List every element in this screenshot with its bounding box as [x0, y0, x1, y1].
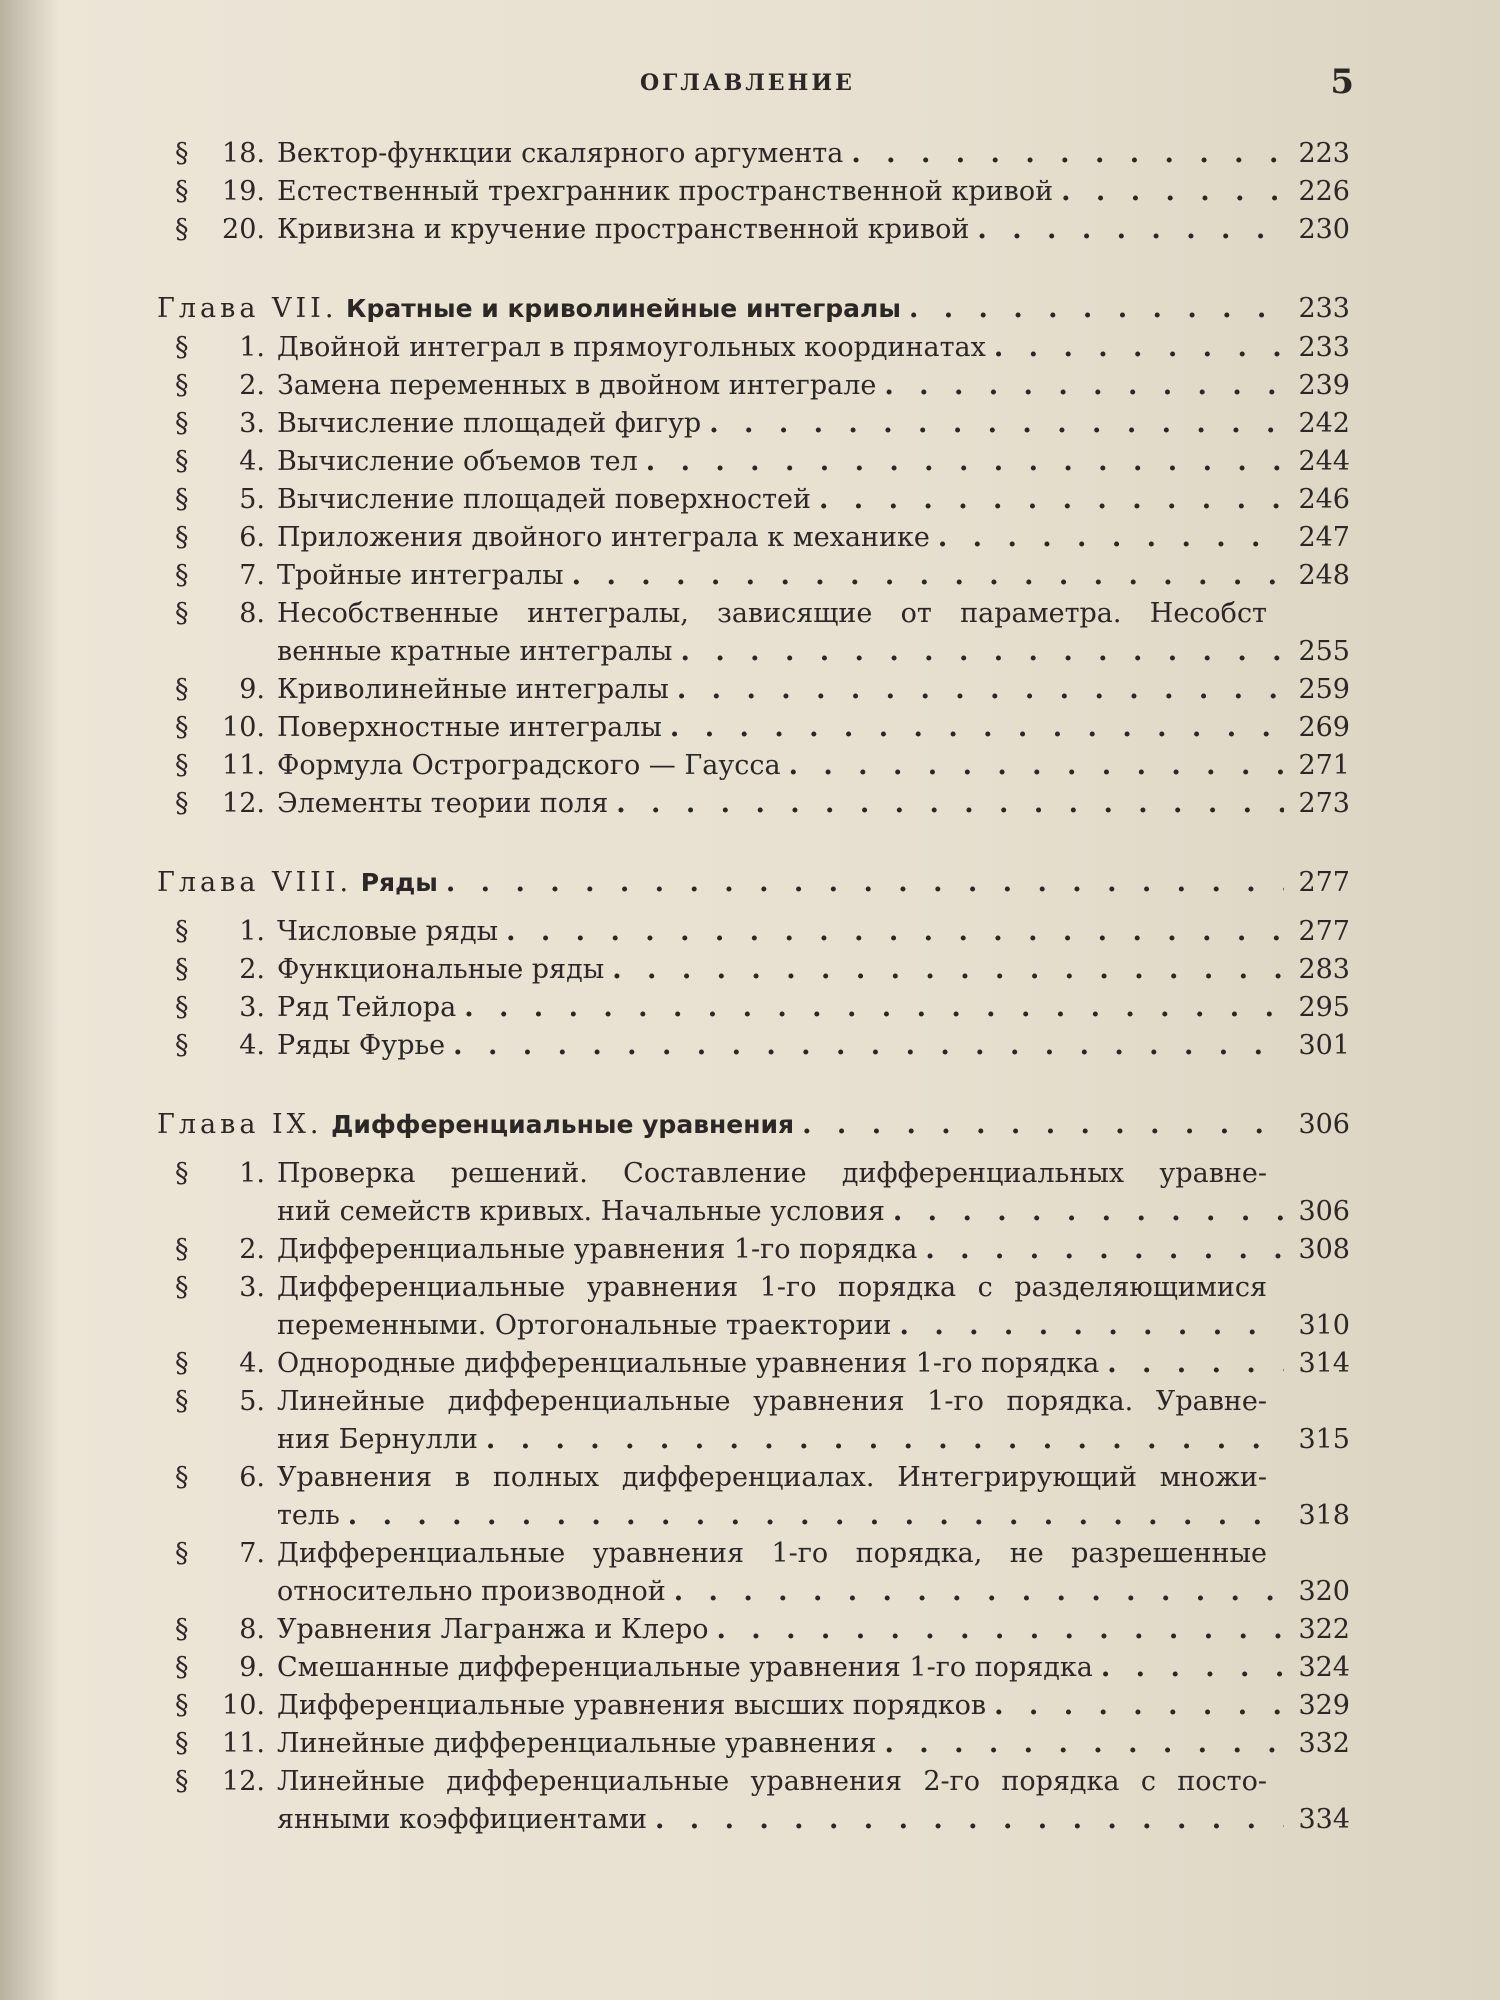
dot-leader: [802, 1105, 1284, 1145]
section-page: 320: [1298, 1576, 1350, 1607]
dot-leader: [925, 1231, 1284, 1269]
section-number: 19.: [222, 176, 265, 207]
dot-leader: [464, 989, 1284, 1027]
toc-entry: § 5. Вычисление площадей поверхностей . . . 246: [175, 481, 1350, 519]
section-title: Замена переменных в двойном интеграле: [277, 370, 877, 401]
section-title: Уравнения Лагранжа и Клеро: [277, 1614, 709, 1645]
section-title: Естественный трехгранник пространственной кривой: [277, 176, 1054, 207]
toc-entry: § 19. Естественный трехгранник пространственной кривой . . . 226: [175, 173, 1350, 211]
section-page: 306: [1298, 1196, 1350, 1227]
page-shadow: [0, 0, 60, 2000]
toc-entry: § 4. Ряды Фурье . . . 301: [175, 1027, 1350, 1065]
section-page: 244: [1298, 446, 1350, 477]
section-page: 230: [1298, 214, 1350, 245]
toc-entry: § 18. Вектор-функции скалярного аргумента . . . 223: [175, 135, 1350, 173]
section-title-cont: переменными. Ортогональные траектории: [277, 1310, 892, 1341]
section-title: Проверка решений. Составление дифференциальных уравне-: [277, 1158, 1267, 1189]
dot-leader: [655, 1801, 1284, 1839]
section-title: Линейные дифференциальные уравнения 1-го порядка. Уравне-: [277, 1386, 1267, 1417]
section-page: 322: [1298, 1614, 1350, 1645]
toc-entry-continuation: [175, 1307, 1350, 1345]
section-number: 1.: [239, 1158, 265, 1189]
section-title-cont: венные кратные интегралы: [277, 636, 673, 667]
section-page: 223: [1298, 138, 1350, 169]
toc-entry-continuation: [175, 1801, 1350, 1839]
toc-entry: § 20. Кривизна и кручение пространственной кривой . . . 230: [175, 211, 1350, 249]
section-title: Дифференциальные уравнения высших порядков: [277, 1690, 987, 1721]
section-title-cont: янными коэффициентами: [277, 1804, 647, 1835]
section-page: 295: [1298, 992, 1350, 1023]
dot-leader: [446, 863, 1284, 903]
section-title: Криволинейные интегралы: [277, 674, 669, 705]
section-page: 283: [1298, 954, 1350, 985]
section-page: 332: [1298, 1728, 1350, 1759]
section-page: 310: [1298, 1310, 1350, 1341]
section-title: Линейные дифференциальные уравнения 2-го порядка с посто-: [277, 1766, 1267, 1797]
section-page: 334: [1298, 1804, 1350, 1835]
dot-leader: [453, 1027, 1284, 1065]
chapter-page: 233: [1298, 293, 1350, 324]
section-page: 259: [1298, 674, 1350, 705]
toc-entry-continuation: [175, 1421, 1350, 1459]
section-title: Линейные дифференциальные уравнения: [277, 1728, 877, 1759]
section-title: Вычисление объемов тел: [277, 446, 638, 477]
toc-entry: § 11. Формула Остроградского — Гаусса . . . 271: [175, 747, 1350, 785]
dot-leader: [1061, 173, 1284, 211]
section-number: 3.: [239, 1272, 265, 1303]
dot-leader: [572, 557, 1284, 595]
section-title: Приложения двойного интеграла к механике: [277, 522, 930, 553]
section-number: 8.: [239, 1614, 265, 1645]
section-number: 4.: [239, 1348, 265, 1379]
dot-leader: [681, 633, 1284, 671]
toc-entry: § 3. Дифференциальные уравнения 1-го порядка с разделяющимися: [175, 1269, 1350, 1307]
section-number: 4.: [239, 446, 265, 477]
chapter-prefix: Глава IX.: [157, 1109, 323, 1140]
section-number: 8.: [239, 598, 265, 629]
dot-leader: [893, 1193, 1284, 1231]
section-title: Ряды Фурье: [277, 1030, 446, 1061]
section-number: 6.: [239, 522, 265, 553]
toc-entry: § 2. Замена переменных в двойном интеграле . . . 239: [175, 367, 1350, 405]
section-number: 1.: [239, 916, 265, 947]
section-title: Вычисление площадей фигур: [277, 408, 702, 439]
chapter-prefix: Глава VII.: [157, 293, 338, 324]
section-title: Тройные интегралы: [277, 560, 564, 591]
chapter-entry: [145, 1105, 1350, 1145]
section-title-cont: относительно производной: [277, 1576, 666, 1607]
toc-entry: § 4. Вычисление объемов тел . . . 244: [175, 443, 1350, 481]
section-title: Кривизна и кручение пространственной кривой: [277, 214, 970, 245]
section-number: 10.: [222, 712, 265, 743]
chapter-entry: [145, 289, 1350, 329]
toc-entry-continuation: [175, 633, 1350, 671]
dot-leader: [486, 1421, 1284, 1459]
page-number: 5: [1330, 62, 1354, 102]
section-number: 2.: [239, 954, 265, 985]
section-number: 1.: [239, 332, 265, 363]
section-page: 255: [1298, 636, 1350, 667]
section-page: 308: [1298, 1234, 1350, 1265]
toc-entry-continuation: [175, 1193, 1350, 1231]
toc-entry: § 3. Ряд Тейлора . . . 295: [175, 989, 1350, 1027]
section-title: Числовые ряды: [277, 916, 499, 947]
toc-entry: § 7. Тройные интегралы . . . 248: [175, 557, 1350, 595]
section-page: 247: [1298, 522, 1350, 553]
dot-leader: [884, 367, 1284, 405]
section-number: 12.: [222, 1766, 265, 1797]
toc-entry: § 5. Линейные дифференциальные уравнения 1-го порядка. Уравне-: [175, 1383, 1350, 1421]
section-title: Вектор-функции скалярного аргумента: [277, 138, 844, 169]
toc-entry: § 1. Двойной интеграл в прямоугольных координатах . . . 233: [175, 329, 1350, 367]
toc-entry: § 10. Дифференциальные уравнения высших порядков . . . 329: [175, 1687, 1350, 1725]
toc-entry-continuation: [175, 1573, 1350, 1611]
toc-entry: § 1. Числовые ряды . . . 277: [175, 913, 1350, 951]
section-number: 5.: [239, 1386, 265, 1417]
section-page: 301: [1298, 1030, 1350, 1061]
header-title: ОГЛАВЛЕНИЕ: [640, 70, 855, 96]
toc-entry: § 2. Дифференциальные уравнения 1-го порядка . . . 308: [175, 1231, 1350, 1269]
dot-leader: [612, 951, 1284, 989]
section-number: 11.: [222, 1728, 265, 1759]
section-number: 12.: [222, 788, 265, 819]
section-title-cont: ний семейств кривых. Начальные условия: [277, 1196, 885, 1227]
section-title: Уравнения в полных дифференциалах. Интегрирующий множи-: [277, 1462, 1267, 1493]
section-page: 315: [1298, 1424, 1350, 1455]
toc-entry: § 1. Проверка решений. Составление дифференциальных уравне-: [175, 1155, 1350, 1193]
dot-leader: [900, 1307, 1284, 1345]
toc-entry: § 12. Элементы теории поля . . . 273: [175, 785, 1350, 823]
section-title-cont: ния Бернулли: [277, 1424, 478, 1455]
section-title: Элементы теории поля: [277, 788, 609, 819]
section-number: 3.: [239, 408, 265, 439]
dot-leader: [1107, 1345, 1284, 1383]
section-page: 324: [1298, 1652, 1350, 1683]
dot-leader: [851, 135, 1284, 173]
section-page: 226: [1298, 176, 1350, 207]
dot-leader: [709, 405, 1284, 443]
section-title: Ряд Тейлора: [277, 992, 457, 1023]
toc-entry: § 12. Линейные дифференциальные уравнения 2-го порядка с посто-: [175, 1763, 1350, 1801]
toc-entry-continuation: [175, 1497, 1350, 1535]
dot-leader: [884, 1725, 1284, 1763]
toc-entry: § 2. Функциональные ряды . . . 283: [175, 951, 1350, 989]
section-number: 2.: [239, 1234, 265, 1265]
section-page: 277: [1298, 916, 1350, 947]
toc-entry: § 7. Дифференциальные уравнения 1-го порядка, не разрешенные: [175, 1535, 1350, 1573]
toc-entry: § 10. Поверхностные интегралы . . . 269: [175, 709, 1350, 747]
dot-leader: [938, 519, 1284, 557]
section-title: Смешанные дифференциальные уравнения 1-го порядка: [277, 1652, 1093, 1683]
section-number: 9.: [239, 674, 265, 705]
toc-entry: § 9. Смешанные дифференциальные уравнения 1-го порядка . . . 324: [175, 1649, 1350, 1687]
chapter-page: 277: [1298, 867, 1350, 898]
chapter-title: Дифференциальные уравнения: [331, 1110, 795, 1139]
toc-entry: § 6. Уравнения в полных дифференциалах. Интегрирующий множи-: [175, 1459, 1350, 1497]
toc-entry: § 11. Линейные дифференциальные уравнения . . . 332: [175, 1725, 1350, 1763]
dot-leader: [616, 785, 1284, 823]
section-title-cont: тель: [277, 1500, 340, 1531]
section-number: 4.: [239, 1030, 265, 1061]
toc-entry: § 8. Уравнения Лагранжа и Клеро . . . 322: [175, 1611, 1350, 1649]
section-page: 329: [1298, 1690, 1350, 1721]
dot-leader: [506, 913, 1284, 951]
dot-leader: [677, 671, 1284, 709]
dot-leader: [1101, 1649, 1284, 1687]
section-number: 3.: [239, 992, 265, 1023]
section-title: Вычисление площадей поверхностей: [277, 484, 811, 515]
dot-leader: [670, 709, 1284, 747]
section-page: 242: [1298, 408, 1350, 439]
section-title: Двойной интеграл в прямоугольных координатах: [277, 332, 986, 363]
chapter-title: Ряды: [360, 868, 438, 897]
chapter-entry: [145, 863, 1350, 903]
dot-leader: [819, 481, 1284, 519]
section-title: Однородные дифференциальные уравнения 1-го порядка: [277, 1348, 1100, 1379]
dot-leader: [909, 289, 1284, 329]
section-number: 5.: [239, 484, 265, 515]
dot-leader: [717, 1611, 1285, 1649]
section-number: 2.: [239, 370, 265, 401]
section-title: Функциональные ряды: [277, 954, 605, 985]
section-title: Дифференциальные уравнения 1-го порядка с разделяющимися: [277, 1272, 1267, 1303]
dot-leader: [348, 1497, 1284, 1535]
section-number: 18.: [222, 138, 265, 169]
toc-entry: § 9. Криволинейные интегралы . . . 259: [175, 671, 1350, 709]
section-number: 7.: [239, 1538, 265, 1569]
section-page: 246: [1298, 484, 1350, 515]
section-page: 248: [1298, 560, 1350, 591]
chapter-page: 306: [1298, 1109, 1350, 1140]
section-title: Формула Остроградского — Гаусса: [277, 750, 781, 781]
toc-entry: § 4. Однородные дифференциальные уравнения 1-го порядка . . . 314: [175, 1345, 1350, 1383]
toc-entry: § 6. Приложения двойного интеграла к механике . . . 247: [175, 519, 1350, 557]
dot-leader: [994, 329, 1284, 367]
section-number: 9.: [239, 1652, 265, 1683]
section-page: 233: [1298, 332, 1350, 363]
dot-leader: [674, 1573, 1284, 1611]
section-title: Дифференциальные уравнения 1-го порядка: [277, 1234, 918, 1265]
section-page: 273: [1298, 788, 1350, 819]
section-number: 6.: [239, 1462, 265, 1493]
dot-leader: [646, 443, 1284, 481]
dot-leader: [994, 1687, 1284, 1725]
table-of-contents: [157, 135, 1350, 1839]
section-number: 11.: [222, 750, 265, 781]
section-number: 7.: [239, 560, 265, 591]
section-page: 318: [1298, 1500, 1350, 1531]
dot-leader: [977, 211, 1284, 249]
section-page: 271: [1298, 750, 1350, 781]
section-title: Дифференциальные уравнения 1-го порядка, не разрешенные: [277, 1538, 1267, 1569]
page-header: [0, 62, 1500, 112]
toc-entry: § 8. Несобственные интегралы, зависящие от параметра. Несобст: [175, 595, 1350, 633]
chapter-title: Кратные и криволинейные интегралы: [346, 294, 901, 323]
section-title: Несобственные интегралы, зависящие от параметра. Несобст: [277, 598, 1267, 629]
section-number: 10.: [222, 1690, 265, 1721]
section-page: 269: [1298, 712, 1350, 743]
toc-entry: § 3. Вычисление площадей фигур . . . 242: [175, 405, 1350, 443]
section-page: 239: [1298, 370, 1350, 401]
section-title: Поверхностные интегралы: [277, 712, 662, 743]
chapter-prefix: Глава VIII.: [157, 867, 353, 898]
section-page: 314: [1298, 1348, 1350, 1379]
dot-leader: [789, 747, 1284, 785]
section-number: 20.: [222, 214, 265, 245]
